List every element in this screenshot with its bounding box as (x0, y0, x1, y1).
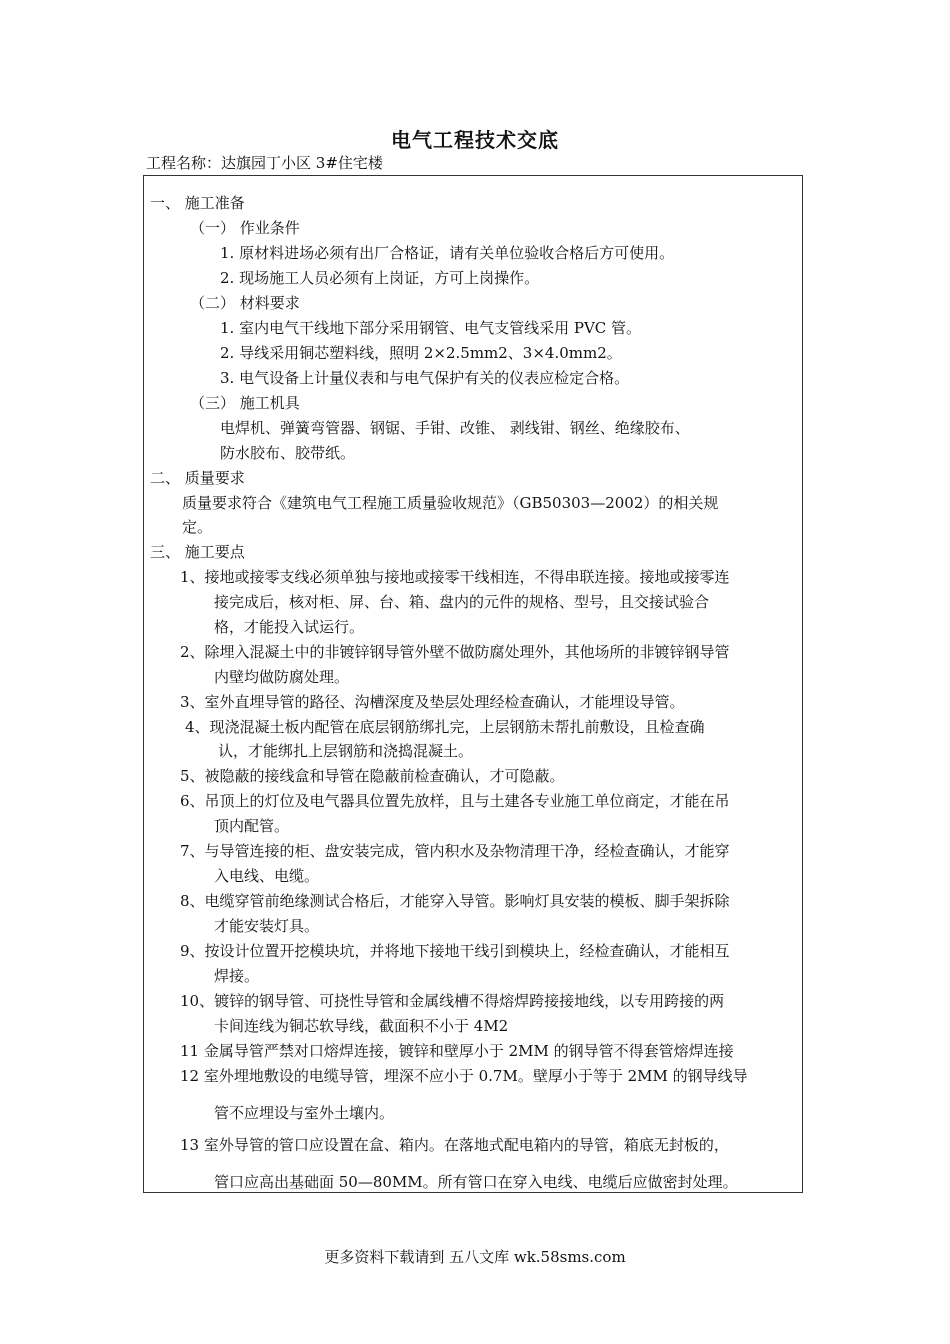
text-line: 6、吊顶上的灯位及电气器具位置先放样，且与土建各专业施工单位商定，才能在吊 (180, 792, 730, 810)
text-line: 二、 质量要求 (150, 469, 245, 487)
text-line: （三） 施工机具 (190, 394, 300, 412)
text-line: 一、 施工准备 (150, 194, 245, 212)
text-line: 2. 导线采用铜芯塑料线，照明 2×2.5mm2、3×4.0mm2。 (220, 344, 622, 362)
text-line: 接完成后，核对柜、屏、台、箱、盘内的元件的规格、型号，且交接试验合 (214, 593, 710, 611)
text-line: 5、被隐蔽的接线盒和导管在隐蔽前检查确认，才可隐蔽。 (180, 767, 565, 785)
text-line: 12 室外埋地敷设的电缆导管，埋深不应小于 0.7M。壁厚小于等于 2MM 的钢导线导 (180, 1067, 748, 1085)
text-line: 2、除埋入混凝土中的非镀锌钢导管外壁不做防腐处理外，其他场所的非镀锌钢导管 (180, 643, 730, 661)
text-line: 卡间连线为铜芯软导线，截面积不小于 4M2 (214, 1017, 509, 1035)
text-line: 13 室外导管的管口应设置在盒、箱内。在落地式配电箱内的导管，箱底无封板的， (180, 1136, 729, 1154)
text-line: 格，才能投入试运行。 (214, 618, 365, 636)
text-line: 顶内配管。 (214, 817, 290, 835)
text-line: 定。 (182, 518, 213, 536)
project-name: 工程名称：达旗园丁小区 3#住宅楼 (146, 154, 383, 172)
text-line: 防水胶布、胶带纸。 (220, 444, 356, 462)
text-line: 焊接。 (214, 967, 260, 985)
text-line: 管口应高出基础面 50—80MM。所有管口在穿入电线、电缆后应做密封处理。 (214, 1173, 738, 1191)
footer-text: 更多资料下载请到 五八文库 wk.58sms.com (324, 1248, 626, 1266)
text-line: 9、按设计位置开挖模块坑，并将地下接地干线引到模块上，经检查确认，才能相互 (180, 942, 730, 960)
text-line: 质量要求符合《建筑电气工程施工质量验收规范》（GB50303—2002）的相关规 (182, 494, 719, 512)
text-line: 10、镀锌的钢导管、可挠性导管和金属线槽不得熔焊跨接接地线，以专用跨接的两 (180, 992, 725, 1010)
text-line: 2. 现场施工人员必须有上岗证，方可上岗操作。 (220, 269, 540, 287)
text-line: 管不应埋设与室外土壤内。 (214, 1104, 395, 1122)
text-line: （二） 材料要求 (190, 294, 300, 312)
text-line: 入电线、电缆。 (214, 867, 320, 885)
text-line: 三、 施工要点 (150, 543, 245, 561)
text-line: 4、现浇混凝土板内配管在底层钢筋绑扎完，上层钢筋未帮扎前敷设，且检查确 (185, 718, 705, 736)
text-line: 电焊机、弹簧弯管器、钢锯、手钳、改锥、 剥线钳、钢丝、绝缘胶布、 (220, 419, 690, 437)
text-line: 3. 电气设备上计量仪表和与电气保护有关的仪表应检定合格。 (220, 369, 630, 387)
text-line: （一） 作业条件 (190, 219, 300, 237)
text-line: 1. 室内电气干线地下部分采用钢管、电气支管线采用 PVC 管。 (220, 319, 642, 337)
text-line: 3、室外直埋导管的路径、沟槽深度及垫层处理经检查确认，才能埋设导管。 (180, 693, 685, 711)
text-line: 才能安装灯具。 (214, 917, 320, 935)
text-line: 8、电缆穿管前绝缘测试合格后，才能穿入导管。影响灯具安装的模板、脚手架拆除 (180, 892, 730, 910)
text-line: 7、与导管连接的柜、盘安装完成，管内积水及杂物清理干净，经检查确认，才能穿 (180, 842, 730, 860)
document-title: 电气工程技术交底 (391, 128, 559, 152)
text-line: 1、接地或接零支线必须单独与接地或接零干线相连，不得串联连接。接地或接零连 (180, 568, 730, 586)
text-line: 认，才能绑扎上层钢筋和浇捣混凝土。 (218, 742, 474, 760)
text-line: 11 金属导管严禁对口熔焊连接，镀锌和壁厚小于 2MM 的钢导管不得套管熔焊连接 (180, 1042, 734, 1060)
text-line: 1. 原材料进场必须有出厂合格证，请有关单位验收合格后方可使用。 (220, 244, 675, 262)
text-line: 内壁均做防腐处理。 (214, 668, 350, 686)
